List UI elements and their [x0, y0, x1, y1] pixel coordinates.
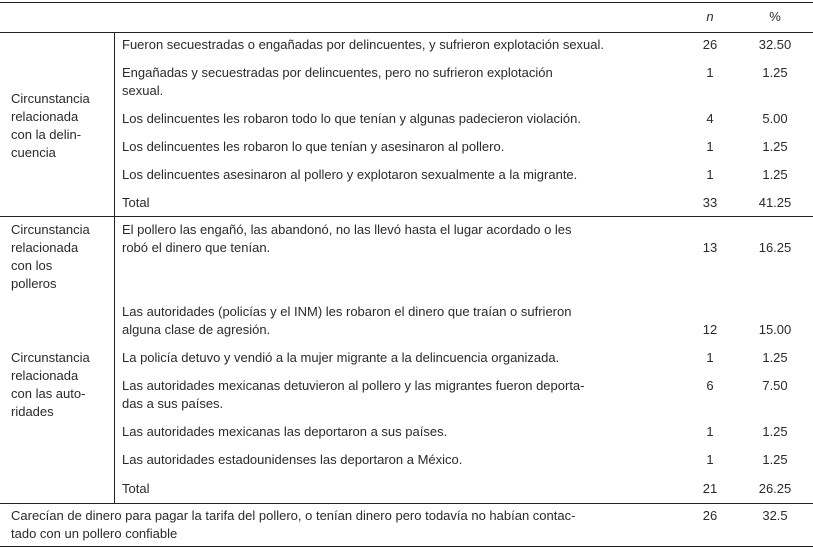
- category-polleros: Circunstancia relacionada con los polleros: [11, 222, 90, 291]
- header-rule: [0, 32, 813, 33]
- table-row-pct: 16.25: [758, 240, 792, 255]
- table-row-pct: 5.00: [762, 111, 788, 126]
- table-row-n: 1: [706, 424, 714, 439]
- table-row-desc: Los delincuentes les robaron lo que tenían y asesinaron al pollero.: [122, 139, 505, 154]
- final-row-desc: Carecían de dinero para pagar la tarifa del pollero, o tenían dinero pero todavía no habían contac- tado con un pollero confiable: [11, 508, 576, 541]
- category-autoridades: Circunstancia relacionada con las auto- ridades: [11, 350, 90, 419]
- table-row-desc: El pollero las engañó, las abandonó, no las llevó hasta el lugar acordado o les robó el dinero que tenían.: [122, 222, 572, 255]
- table-row-n: 6: [706, 378, 714, 393]
- group-1-rule: [0, 216, 813, 217]
- total-label: Total: [122, 195, 150, 210]
- table-row-desc: Las autoridades mexicanas detuvieron al pollero y las migrantes fueron deporta- das a sus países.: [122, 378, 585, 411]
- top-rule: [0, 2, 813, 3]
- table-row-n: 13: [702, 240, 718, 255]
- header-n: n: [706, 9, 714, 24]
- table-row-desc: Los delincuentes asesinaron al pollero y explotaron sexualmente a la migrante.: [122, 167, 578, 182]
- table-row-n: 1: [706, 350, 714, 365]
- final-row-pct: 32.5: [762, 508, 788, 523]
- table-row-desc: Engañadas y secuestradas por delincuentes, pero no sufrieron explotación sexual.: [122, 65, 553, 98]
- table-row-pct: 32.50: [758, 37, 792, 52]
- table-row-n: 1: [706, 139, 714, 154]
- table-row-pct: 15.00: [758, 322, 792, 337]
- total-pct: 26.25: [758, 481, 792, 496]
- table-row-pct: 1.25: [762, 139, 788, 154]
- bottom-rule: [0, 546, 813, 547]
- table-row-n: 26: [702, 37, 718, 52]
- table-row-desc: Fueron secuestradas o engañadas por delincuentes, y sufrieron explotación sexual.: [122, 37, 605, 52]
- table-row-desc: La policía detuvo y vendió a la mujer migrante a la delincuencia organizada.: [122, 350, 560, 365]
- header-pct: %: [769, 9, 781, 24]
- category-delincuencia: Circunstancia relacionada con la delin- cuencia: [11, 91, 90, 160]
- total-n: 21: [702, 481, 718, 496]
- table-row-pct: 1.25: [762, 65, 788, 80]
- column-divider: [114, 32, 115, 503]
- total-pct: 41.25: [758, 195, 792, 210]
- table-row-n: 1: [706, 65, 714, 80]
- table-row-desc: Las autoridades mexicanas las deportaron a sus países.: [122, 424, 448, 439]
- table-row-desc: Los delincuentes les robaron todo lo que tenían y algunas padecieron violación.: [122, 111, 581, 126]
- total-label: Total: [122, 481, 150, 496]
- table-row-pct: 7.50: [762, 378, 788, 393]
- table-row-desc: Las autoridades estadounidenses las deportaron a México.: [122, 452, 463, 467]
- total-n: 33: [702, 195, 718, 210]
- table-row-n: 12: [702, 322, 718, 337]
- table-row-pct: 1.25: [762, 167, 788, 182]
- table-row-n: 1: [706, 452, 714, 467]
- group-3-rule: [0, 503, 813, 504]
- table-row-pct: 1.25: [762, 452, 788, 467]
- table-row-pct: 1.25: [762, 424, 788, 439]
- table-row-pct: 1.25: [762, 350, 788, 365]
- final-row-n: 26: [702, 508, 718, 523]
- table-row-n: 1: [706, 167, 714, 182]
- table-row-desc: Las autoridades (policías y el INM) les robaron el dinero que traían o sufrieron alguna clase de agresión.: [122, 304, 572, 337]
- table-row-n: 4: [706, 111, 714, 126]
